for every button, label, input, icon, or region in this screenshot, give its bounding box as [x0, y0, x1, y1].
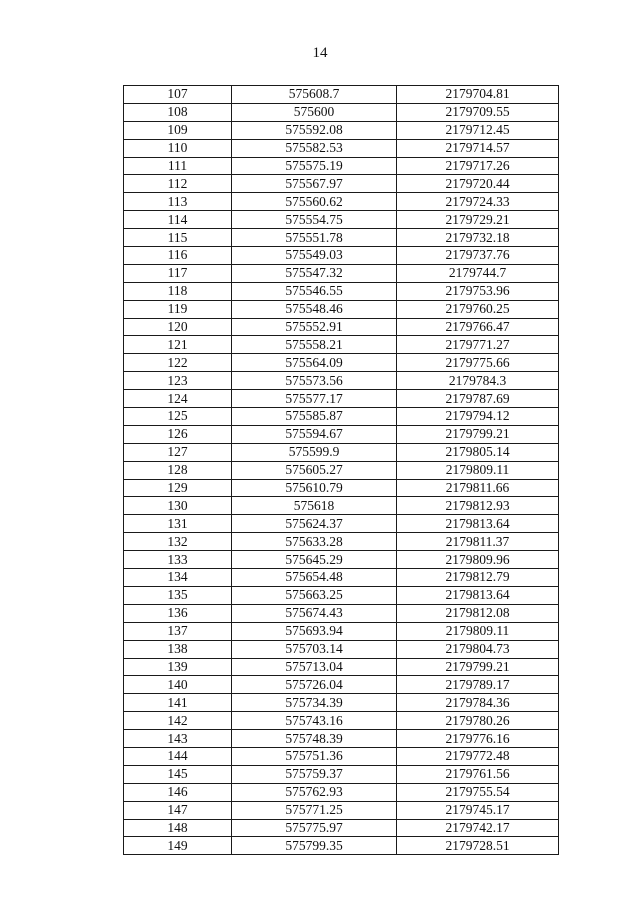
table-row	[124, 622, 559, 640]
y-coordinate-cell: 2179704.81	[397, 86, 559, 104]
point-number-cell: 126	[124, 425, 232, 443]
y-coordinate-cell: 2179784.36	[397, 694, 559, 712]
y-coordinate-cell: 2179799.21	[397, 425, 559, 443]
x-coordinate-cell: 575771.25	[232, 801, 397, 819]
table-row	[124, 157, 559, 175]
y-coordinate-cell: 2179761.56	[397, 765, 559, 783]
point-number-cell: 138	[124, 640, 232, 658]
y-coordinate-cell: 2179813.64	[397, 586, 559, 604]
point-number-cell: 121	[124, 336, 232, 354]
y-coordinate-cell: 2179809.11	[397, 461, 559, 479]
x-coordinate-cell: 575573.56	[232, 372, 397, 390]
x-coordinate-cell: 575799.35	[232, 837, 397, 855]
point-number-cell: 115	[124, 229, 232, 247]
point-number-cell: 134	[124, 569, 232, 587]
y-coordinate-cell: 2179811.37	[397, 533, 559, 551]
x-coordinate-cell: 575605.27	[232, 461, 397, 479]
point-number-cell: 107	[124, 86, 232, 104]
table-row	[124, 819, 559, 837]
x-coordinate-cell: 575663.25	[232, 586, 397, 604]
table-row	[124, 354, 559, 372]
y-coordinate-cell: 2179784.3	[397, 372, 559, 390]
table-row	[124, 694, 559, 712]
x-coordinate-cell: 575558.21	[232, 336, 397, 354]
y-coordinate-cell: 2179809.96	[397, 551, 559, 569]
x-coordinate-cell: 575726.04	[232, 676, 397, 694]
table-row	[124, 676, 559, 694]
table-row	[124, 783, 559, 801]
x-coordinate-cell: 575743.16	[232, 712, 397, 730]
x-coordinate-cell: 575575.19	[232, 157, 397, 175]
y-coordinate-cell: 2179771.27	[397, 336, 559, 354]
point-number-cell: 142	[124, 712, 232, 730]
x-coordinate-cell: 575552.91	[232, 318, 397, 336]
table-row	[124, 86, 559, 104]
x-coordinate-cell: 575674.43	[232, 604, 397, 622]
x-coordinate-cell: 575577.17	[232, 390, 397, 408]
point-number-cell: 132	[124, 533, 232, 551]
x-coordinate-cell: 575624.37	[232, 515, 397, 533]
x-coordinate-cell: 575585.87	[232, 408, 397, 426]
table-row	[124, 247, 559, 265]
point-number-cell: 133	[124, 551, 232, 569]
x-coordinate-cell: 575546.55	[232, 282, 397, 300]
x-coordinate-cell: 575775.97	[232, 819, 397, 837]
y-coordinate-cell: 2179737.76	[397, 247, 559, 265]
y-coordinate-cell: 2179812.93	[397, 497, 559, 515]
table-row	[124, 837, 559, 855]
y-coordinate-cell: 2179780.26	[397, 712, 559, 730]
y-coordinate-cell: 2179755.54	[397, 783, 559, 801]
point-number-cell: 117	[124, 264, 232, 282]
point-number-cell: 109	[124, 121, 232, 139]
table-row	[124, 390, 559, 408]
table-row	[124, 586, 559, 604]
table-row	[124, 139, 559, 157]
y-coordinate-cell: 2179813.64	[397, 515, 559, 533]
x-coordinate-cell: 575610.79	[232, 479, 397, 497]
y-coordinate-cell: 2179811.66	[397, 479, 559, 497]
x-coordinate-cell: 575703.14	[232, 640, 397, 658]
x-coordinate-cell: 575751.36	[232, 747, 397, 765]
y-coordinate-cell: 2179772.48	[397, 747, 559, 765]
point-number-cell: 111	[124, 157, 232, 175]
point-number-cell: 123	[124, 372, 232, 390]
y-coordinate-cell: 2179776.16	[397, 730, 559, 748]
point-number-cell: 146	[124, 783, 232, 801]
table-row	[124, 264, 559, 282]
y-coordinate-cell: 2179712.45	[397, 121, 559, 139]
table-row	[124, 712, 559, 730]
table-row	[124, 801, 559, 819]
x-coordinate-cell: 575551.78	[232, 229, 397, 247]
point-number-cell: 135	[124, 586, 232, 604]
table-row	[124, 175, 559, 193]
point-number-cell: 114	[124, 211, 232, 229]
table-row	[124, 103, 559, 121]
table-row	[124, 640, 559, 658]
y-coordinate-cell: 2179812.08	[397, 604, 559, 622]
y-coordinate-cell: 2179732.18	[397, 229, 559, 247]
point-number-cell: 149	[124, 837, 232, 855]
table-row	[124, 193, 559, 211]
table-row	[124, 747, 559, 765]
point-number-cell: 127	[124, 443, 232, 461]
table-row	[124, 229, 559, 247]
y-coordinate-cell: 2179745.17	[397, 801, 559, 819]
y-coordinate-cell: 2179714.57	[397, 139, 559, 157]
y-coordinate-cell: 2179724.33	[397, 193, 559, 211]
point-number-cell: 128	[124, 461, 232, 479]
point-number-cell: 112	[124, 175, 232, 193]
table-row	[124, 336, 559, 354]
point-number-cell: 131	[124, 515, 232, 533]
table-row	[124, 658, 559, 676]
table-row	[124, 479, 559, 497]
table-row	[124, 372, 559, 390]
x-coordinate-cell: 575547.32	[232, 264, 397, 282]
point-number-cell: 120	[124, 318, 232, 336]
x-coordinate-cell: 575713.04	[232, 658, 397, 676]
point-number-cell: 137	[124, 622, 232, 640]
x-coordinate-cell: 575618	[232, 497, 397, 515]
point-number-cell: 124	[124, 390, 232, 408]
point-number-cell: 143	[124, 730, 232, 748]
table-row	[124, 211, 559, 229]
point-number-cell: 145	[124, 765, 232, 783]
x-coordinate-cell: 575564.09	[232, 354, 397, 372]
x-coordinate-cell: 575608.7	[232, 86, 397, 104]
point-number-cell: 136	[124, 604, 232, 622]
x-coordinate-cell: 575734.39	[232, 694, 397, 712]
table-row	[124, 569, 559, 587]
y-coordinate-cell: 2179799.21	[397, 658, 559, 676]
x-coordinate-cell: 575549.03	[232, 247, 397, 265]
x-coordinate-cell: 575548.46	[232, 300, 397, 318]
point-number-cell: 129	[124, 479, 232, 497]
table-row	[124, 765, 559, 783]
table-row	[124, 300, 559, 318]
table-row	[124, 121, 559, 139]
point-number-cell: 147	[124, 801, 232, 819]
y-coordinate-cell: 2179720.44	[397, 175, 559, 193]
x-coordinate-cell: 575600	[232, 103, 397, 121]
point-number-cell: 139	[124, 658, 232, 676]
x-coordinate-cell: 575582.53	[232, 139, 397, 157]
table-row	[124, 461, 559, 479]
x-coordinate-cell: 575594.67	[232, 425, 397, 443]
y-coordinate-cell: 2179812.79	[397, 569, 559, 587]
x-coordinate-cell: 575599.9	[232, 443, 397, 461]
table-row	[124, 282, 559, 300]
x-coordinate-cell: 575762.93	[232, 783, 397, 801]
coordinates-table-body	[124, 86, 559, 855]
y-coordinate-cell: 2179753.96	[397, 282, 559, 300]
y-coordinate-cell: 2179794.12	[397, 408, 559, 426]
y-coordinate-cell: 2179729.21	[397, 211, 559, 229]
y-coordinate-cell: 2179775.66	[397, 354, 559, 372]
table-row	[124, 730, 559, 748]
table-row	[124, 551, 559, 569]
point-number-cell: 118	[124, 282, 232, 300]
table-row	[124, 408, 559, 426]
y-coordinate-cell: 2179789.17	[397, 676, 559, 694]
x-coordinate-cell: 575554.75	[232, 211, 397, 229]
point-number-cell: 113	[124, 193, 232, 211]
table-row	[124, 533, 559, 551]
table-row	[124, 318, 559, 336]
table-row	[124, 425, 559, 443]
y-coordinate-cell: 2179744.7	[397, 264, 559, 282]
x-coordinate-cell: 575592.08	[232, 121, 397, 139]
x-coordinate-cell: 575560.62	[232, 193, 397, 211]
point-number-cell: 125	[124, 408, 232, 426]
page-number: 14	[312, 45, 328, 61]
x-coordinate-cell: 575748.39	[232, 730, 397, 748]
point-number-cell: 119	[124, 300, 232, 318]
y-coordinate-cell: 2179742.17	[397, 819, 559, 837]
table-row	[124, 515, 559, 533]
y-coordinate-cell: 2179728.51	[397, 837, 559, 855]
y-coordinate-cell: 2179717.26	[397, 157, 559, 175]
x-coordinate-cell: 575759.37	[232, 765, 397, 783]
y-coordinate-cell: 2179804.73	[397, 640, 559, 658]
point-number-cell: 140	[124, 676, 232, 694]
point-number-cell: 116	[124, 247, 232, 265]
point-number-cell: 144	[124, 747, 232, 765]
y-coordinate-cell: 2179760.25	[397, 300, 559, 318]
y-coordinate-cell: 2179805.14	[397, 443, 559, 461]
point-number-cell: 122	[124, 354, 232, 372]
point-number-cell: 108	[124, 103, 232, 121]
table-row	[124, 443, 559, 461]
table-row	[124, 604, 559, 622]
point-number-cell: 141	[124, 694, 232, 712]
point-number-cell: 110	[124, 139, 232, 157]
table-row	[124, 497, 559, 515]
y-coordinate-cell: 2179709.55	[397, 103, 559, 121]
point-number-cell: 130	[124, 497, 232, 515]
x-coordinate-cell: 575693.94	[232, 622, 397, 640]
x-coordinate-cell: 575654.48	[232, 569, 397, 587]
x-coordinate-cell: 575633.28	[232, 533, 397, 551]
x-coordinate-cell: 575645.29	[232, 551, 397, 569]
y-coordinate-cell: 2179766.47	[397, 318, 559, 336]
coordinates-table	[123, 85, 559, 855]
y-coordinate-cell: 2179809.11	[397, 622, 559, 640]
x-coordinate-cell: 575567.97	[232, 175, 397, 193]
point-number-cell: 148	[124, 819, 232, 837]
y-coordinate-cell: 2179787.69	[397, 390, 559, 408]
